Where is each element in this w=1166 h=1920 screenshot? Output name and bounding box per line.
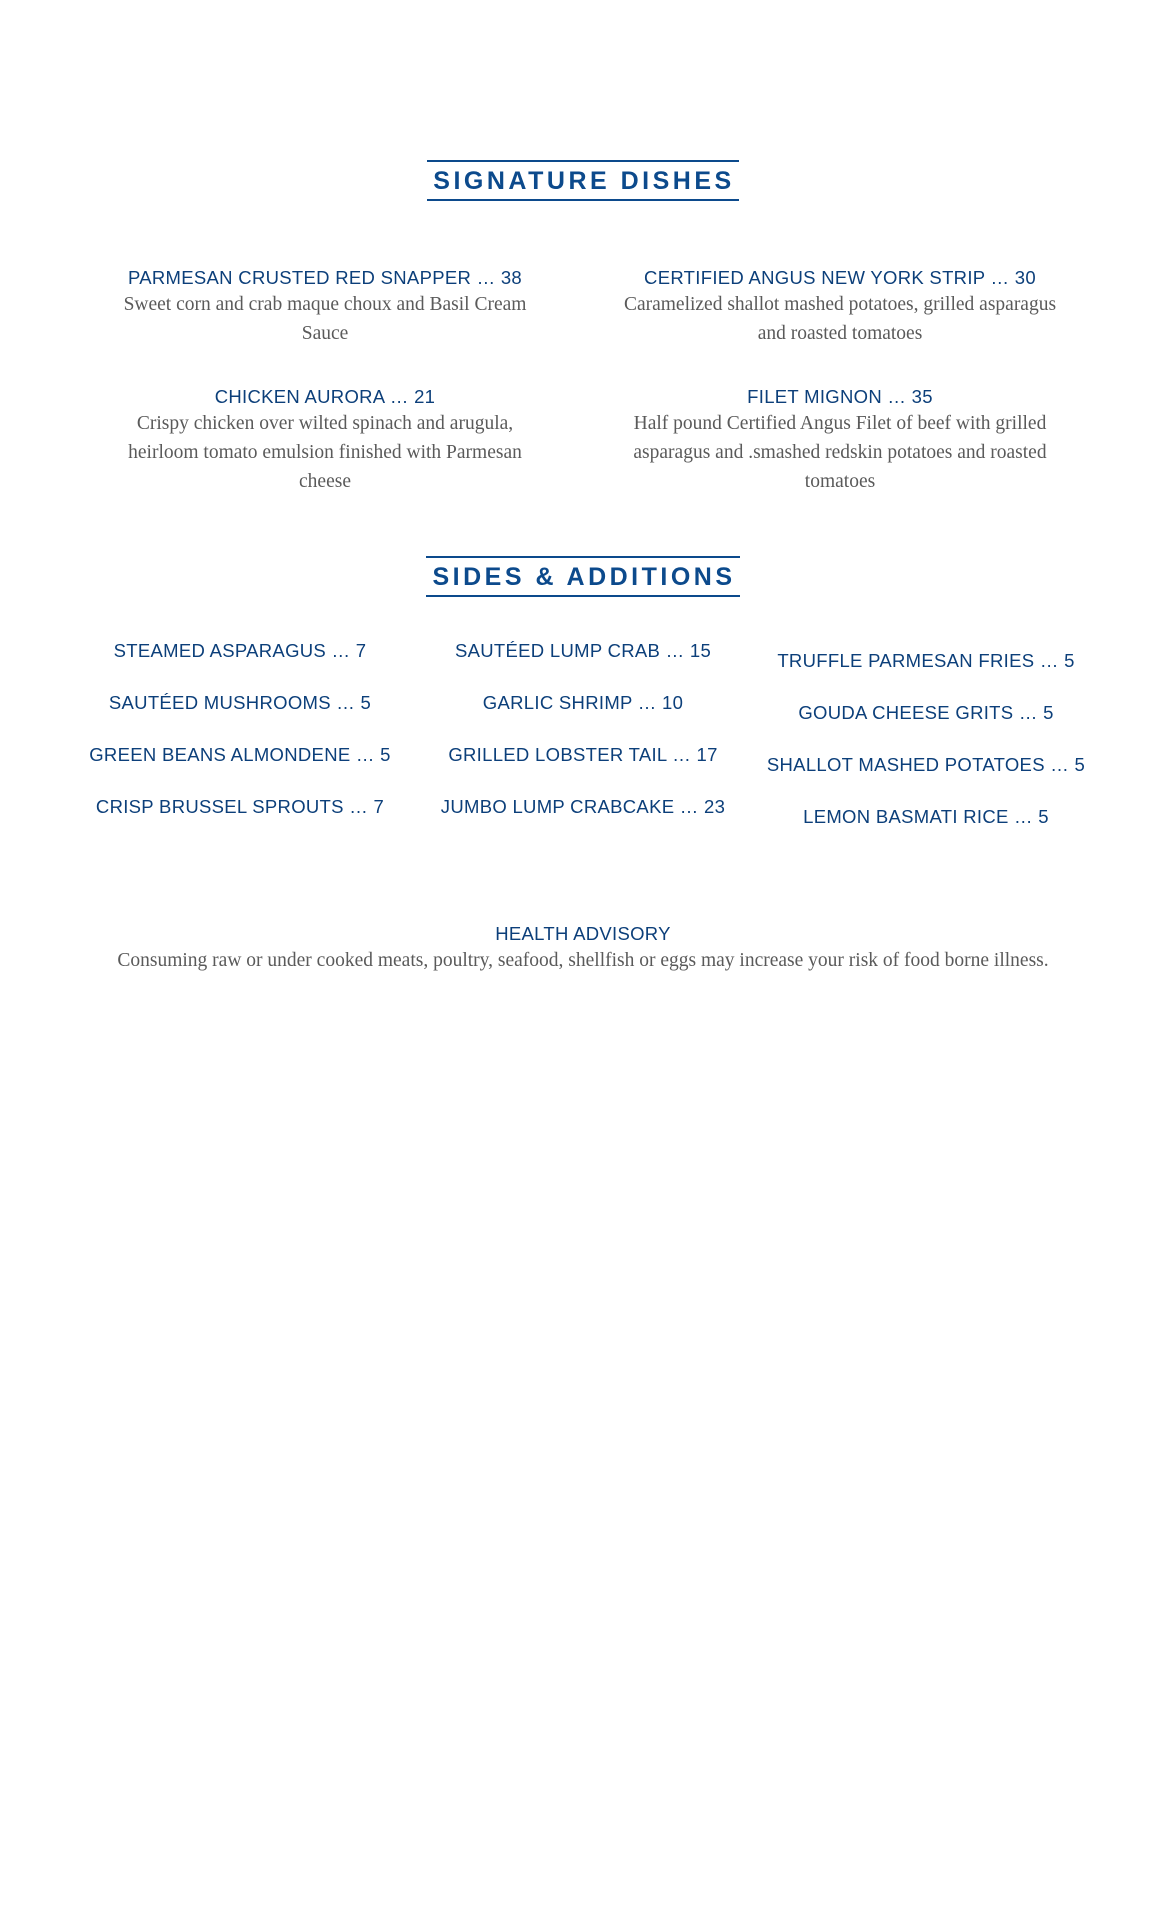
sides-column-2 bbox=[413, 639, 753, 847]
side-item: JUMBO LUMP CRABCAKE … 23 bbox=[440, 796, 726, 817]
side-item: GOUDA CHEESE GRITS … 5 bbox=[798, 702, 1054, 723]
dish-filet-mignon bbox=[620, 385, 1060, 496]
health-advisory-title: HEALTH ADVISORY bbox=[495, 923, 671, 944]
dish-name: CHICKEN AURORA … 21 bbox=[214, 386, 436, 407]
sides-additions-heading bbox=[0, 556, 1166, 597]
dish-parmesan-snapper bbox=[105, 266, 545, 348]
dish-description: Caramelized shallot mashed potatoes, grilled asparagus and roasted tomatoes bbox=[623, 294, 1057, 344]
health-advisory-text: Consuming raw or under cooked meats, poultry, seafood, shellfish or eggs may increase your risk of food borne illness. bbox=[117, 950, 1049, 971]
sides-additions-title: SIDES & ADDITIONS bbox=[426, 556, 739, 597]
side-item: SHALLOT MASHED POTATOES … 5 bbox=[766, 754, 1086, 775]
side-item: STEAMED ASPARAGUS … 7 bbox=[113, 640, 367, 661]
dish-ny-strip bbox=[620, 266, 1060, 348]
dish-name: CERTIFIED ANGUS NEW YORK STRIP … 30 bbox=[644, 267, 1036, 288]
side-item: GRILLED LOBSTER TAIL … 17 bbox=[448, 744, 718, 765]
dish-name: FILET MIGNON … 35 bbox=[747, 386, 933, 407]
dish-chicken-aurora bbox=[105, 385, 545, 496]
side-item: TRUFFLE PARMESAN FRIES … 5 bbox=[777, 650, 1075, 671]
health-advisory bbox=[100, 922, 1066, 975]
side-item: GREEN BEANS ALMONDENE … 5 bbox=[89, 744, 391, 765]
side-item: LEMON BASMATI RICE … 5 bbox=[803, 806, 1049, 827]
signature-dishes-heading bbox=[0, 160, 1166, 201]
sides-column-1 bbox=[70, 639, 410, 847]
side-item: SAUTÉED LUMP CRAB … 15 bbox=[454, 640, 712, 661]
dish-description: Half pound Certified Angus Filet of beef with grilled asparagus and .smashed redskin potatoes and roasted tomatoes bbox=[633, 413, 1047, 492]
dish-description: Sweet corn and crab maque choux and Basil Cream Sauce bbox=[123, 294, 527, 344]
sides-column-3 bbox=[756, 649, 1096, 857]
dish-description: Crispy chicken over wilted spinach and arugula, heirloom tomato emulsion finished with Parmesan cheese bbox=[128, 413, 522, 492]
signature-dishes-title: SIGNATURE DISHES bbox=[427, 160, 738, 201]
side-item: GARLIC SHRIMP … 10 bbox=[482, 692, 684, 713]
side-item: CRISP BRUSSEL SPROUTS … 7 bbox=[95, 796, 385, 817]
side-item: SAUTÉED MUSHROOMS … 5 bbox=[108, 692, 372, 713]
dish-name: PARMESAN CRUSTED RED SNAPPER … 38 bbox=[127, 267, 523, 288]
